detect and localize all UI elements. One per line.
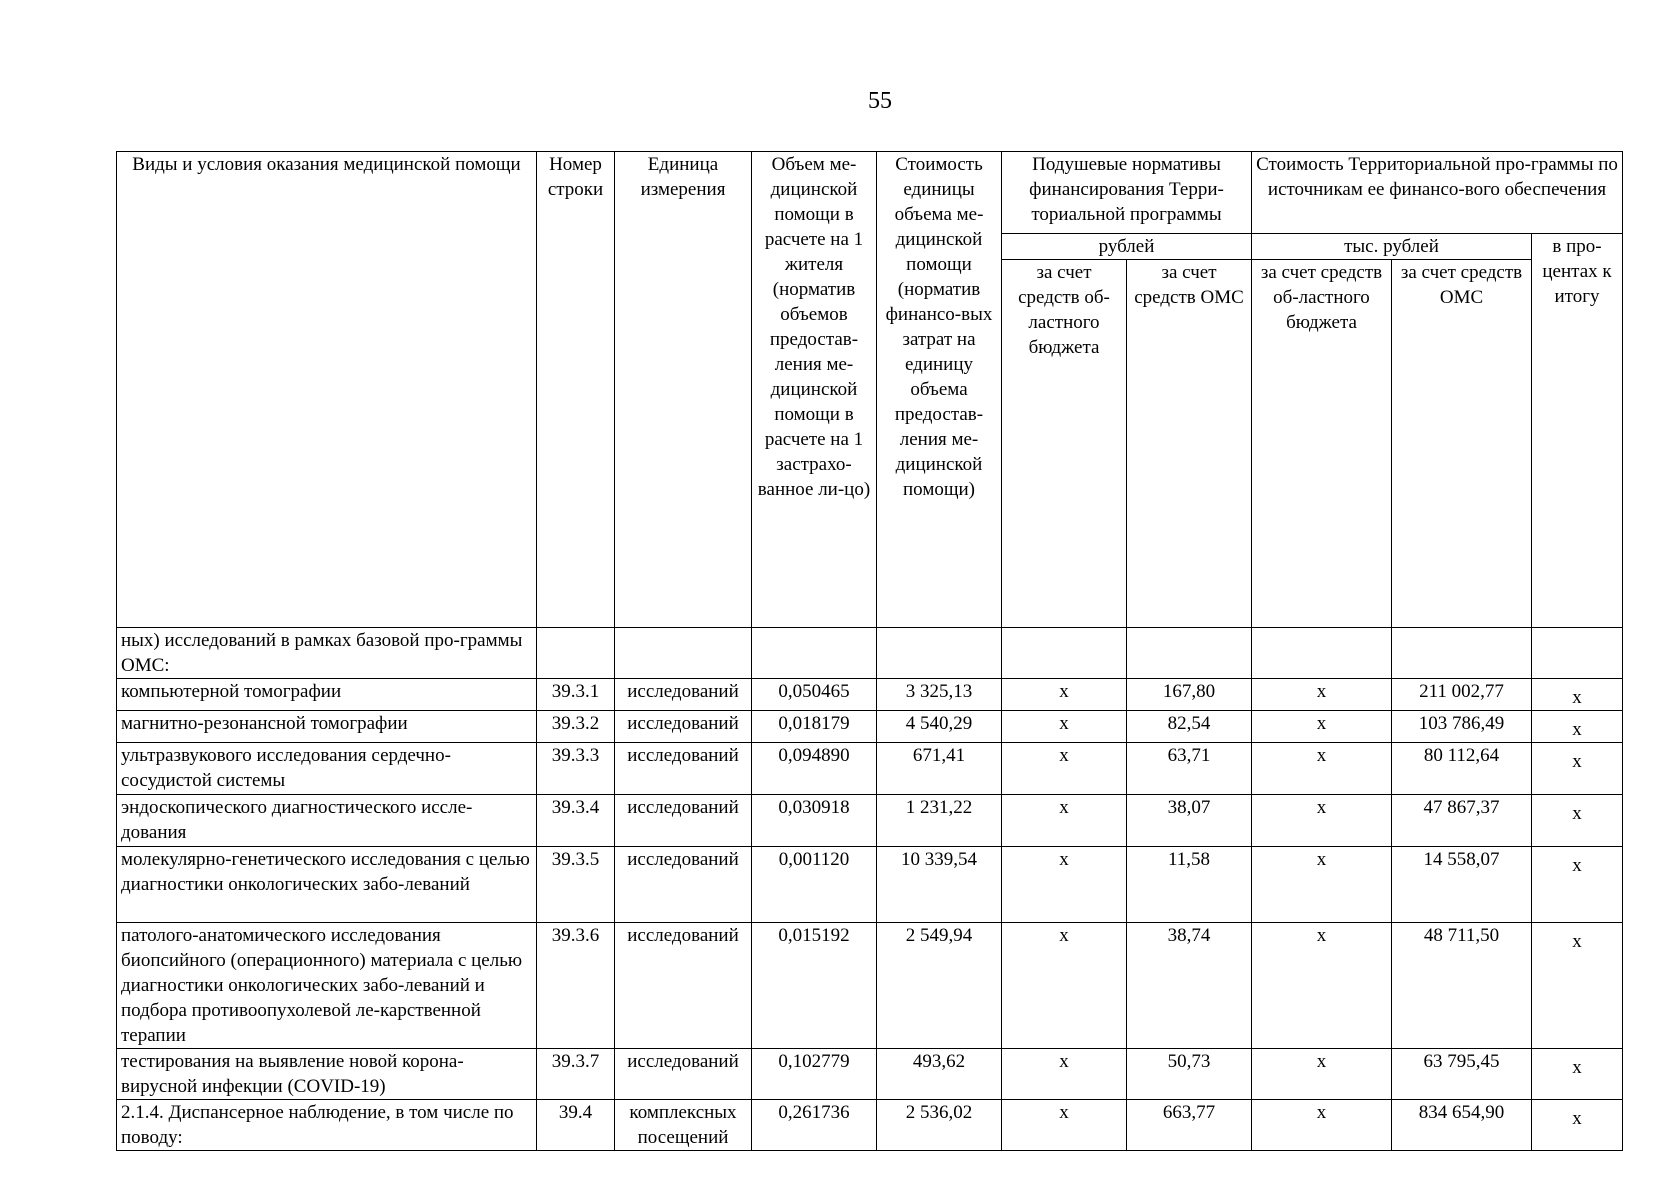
row-name: патолого-анатомического исследования биопсийного (операционного) материала с целью диагностики онкологических забо-леваний и подбора противоопухолевой ле-карственной терапии [117, 923, 537, 1049]
row-unit: исследований [615, 743, 752, 795]
row-tp-oms: 47 867,37 [1392, 795, 1532, 847]
row-pn-budget: х [1002, 743, 1127, 795]
row-pn-oms: 50,73 [1127, 1049, 1252, 1100]
page-number: 55 [868, 88, 892, 114]
row-number: 39.3.4 [537, 795, 615, 847]
row-cost: 1 231,22 [877, 795, 1002, 847]
row-volume: 0,015192 [752, 923, 877, 1049]
row-pn-budget: х [1002, 1049, 1127, 1100]
row-tp-oms: 80 112,64 [1392, 743, 1532, 795]
row-volume: 0,018179 [752, 711, 877, 743]
row-unit: исследований [615, 923, 752, 1049]
row-volume: 0,102779 [752, 1049, 877, 1100]
header-row-number: Номер строки [537, 152, 615, 628]
row-tp-budget: х [1252, 923, 1392, 1049]
row-tp-budget: х [1252, 795, 1392, 847]
row-pn-budget: х [1002, 847, 1127, 923]
table-row [117, 847, 1623, 923]
header-percent-of-total: в про-центах к итогу [1532, 234, 1623, 628]
row-name: эндоскопического диагностического иссле-дования [117, 795, 537, 847]
row-cost: 4 540,29 [877, 711, 1002, 743]
row-name: ных) исследований в рамках базовой про-граммы ОМС: [117, 628, 537, 679]
row-cost: 671,41 [877, 743, 1002, 795]
header-per-capita-norms: Подушевые нормативы финансирования Терри-ториальной программы [1002, 152, 1252, 234]
row-tp-budget: х [1252, 1100, 1392, 1151]
header-types-conditions: Виды и условия оказания медицинской помощи [117, 152, 537, 628]
row-tp-budget: х [1252, 847, 1392, 923]
row-tp-budget: х [1252, 743, 1392, 795]
row-percent: х [1532, 795, 1623, 847]
row-unit: исследований [615, 847, 752, 923]
row-percent: х [1532, 1100, 1623, 1151]
row-pn-oms: 63,71 [1127, 743, 1252, 795]
row-pn-budget: х [1002, 795, 1127, 847]
row-unit: комплексных посещений [615, 1100, 752, 1151]
row-pn-budget: х [1002, 1100, 1127, 1151]
row-unit: исследований [615, 795, 752, 847]
row-tp-oms: 211 002,77 [1392, 679, 1532, 711]
header-unit-thousand-rubles: тыс. рублей [1252, 234, 1532, 260]
header-program-cost: Стоимость Территориальной про-граммы по источникам ее финансо-вого обеспечения [1252, 152, 1623, 234]
row-percent: х [1532, 711, 1623, 743]
row-cost: 2 549,94 [877, 923, 1002, 1049]
header-cost-budget: за счет средств об-ластного бюджета [1252, 260, 1392, 628]
financing-table [116, 151, 1623, 1151]
row-unit: исследований [615, 679, 752, 711]
table-row [117, 795, 1623, 847]
row-cost: 2 536,02 [877, 1100, 1002, 1151]
row-percent: х [1532, 1049, 1623, 1100]
row-number: 39.4 [537, 1100, 615, 1151]
row-percent: х [1532, 679, 1623, 711]
row-cost: 10 339,54 [877, 847, 1002, 923]
header-per-capita-budget: за счет средств об-ластного бюджета [1002, 260, 1127, 628]
row-tp-budget: х [1252, 711, 1392, 743]
row-tp-budget: х [1252, 679, 1392, 711]
row-tp-oms: 834 654,90 [1392, 1100, 1532, 1151]
row-pn-budget: х [1002, 679, 1127, 711]
row-tp-oms: 48 711,50 [1392, 923, 1532, 1049]
row-number: 39.3.7 [537, 1049, 615, 1100]
row-name: тестирования на выявление новой корона-вирусной инфекции (COVID-19) [117, 1049, 537, 1100]
row-volume: 0,030918 [752, 795, 877, 847]
row-number: 39.3.5 [537, 847, 615, 923]
row-pn-oms: 38,74 [1127, 923, 1252, 1049]
table-row [117, 711, 1623, 743]
row-tp-budget: х [1252, 1049, 1392, 1100]
row-pn-oms: 38,07 [1127, 795, 1252, 847]
header-unit-rubles: рублей [1002, 234, 1252, 260]
row-percent: х [1532, 743, 1623, 795]
row-name: ультразвукового исследования сердечно-сосудистой системы [117, 743, 537, 795]
table-row [117, 743, 1623, 795]
row-pn-oms: 82,54 [1127, 711, 1252, 743]
row-pn-budget: х [1002, 923, 1127, 1049]
row-cost: 493,62 [877, 1049, 1002, 1100]
row-tp-oms: 103 786,49 [1392, 711, 1532, 743]
table-row [117, 1049, 1623, 1100]
row-percent: х [1532, 923, 1623, 1049]
row-volume: 0,094890 [752, 743, 877, 795]
header-per-capita-oms: за счет средств ОМС [1127, 260, 1252, 628]
row-number: 39.3.2 [537, 711, 615, 743]
table-row [117, 679, 1623, 711]
header-volume: Объем ме-дицинской помощи в расчете на 1 жителя (норматив объемов предостав-ления ме-дицинской помощи в расчете на 1 застрахо-ванное ли-цо) [752, 152, 877, 628]
row-name: компьютерной томографии [117, 679, 537, 711]
table-row [117, 923, 1623, 1049]
row-name: молекулярно-генетического исследования с целью диагностики онкологических забо-леваний [117, 847, 537, 923]
row-tp-oms: 14 558,07 [1392, 847, 1532, 923]
row-unit: исследований [615, 1049, 752, 1100]
row-pn-budget: х [1002, 711, 1127, 743]
row-name: 2.1.4. Диспансерное наблюдение, в том числе по поводу: [117, 1100, 537, 1151]
row-unit: исследований [615, 711, 752, 743]
row-tp-oms: 63 795,45 [1392, 1049, 1532, 1100]
header-unit: Единица измерения [615, 152, 752, 628]
table-row [117, 1100, 1623, 1151]
row-name: магнитно-резонансной томографии [117, 711, 537, 743]
row-pn-oms: 167,80 [1127, 679, 1252, 711]
table-row-continuation [117, 628, 1623, 679]
row-volume: 0,050465 [752, 679, 877, 711]
row-number: 39.3.3 [537, 743, 615, 795]
row-number: 39.3.1 [537, 679, 615, 711]
row-volume: 0,261736 [752, 1100, 877, 1151]
row-percent: х [1532, 847, 1623, 923]
row-pn-oms: 11,58 [1127, 847, 1252, 923]
row-number: 39.3.6 [537, 923, 615, 1049]
header-cost-oms: за счет средств ОМС [1392, 260, 1532, 628]
row-pn-oms: 663,77 [1127, 1100, 1252, 1151]
row-cost: 3 325,13 [877, 679, 1002, 711]
header-unit-cost: Стоимость единицы объема ме-дицинской помощи (норматив финансо-вых затрат на единицу объема предостав-ления ме-дицинской помощи) [877, 152, 1002, 628]
row-volume: 0,001120 [752, 847, 877, 923]
